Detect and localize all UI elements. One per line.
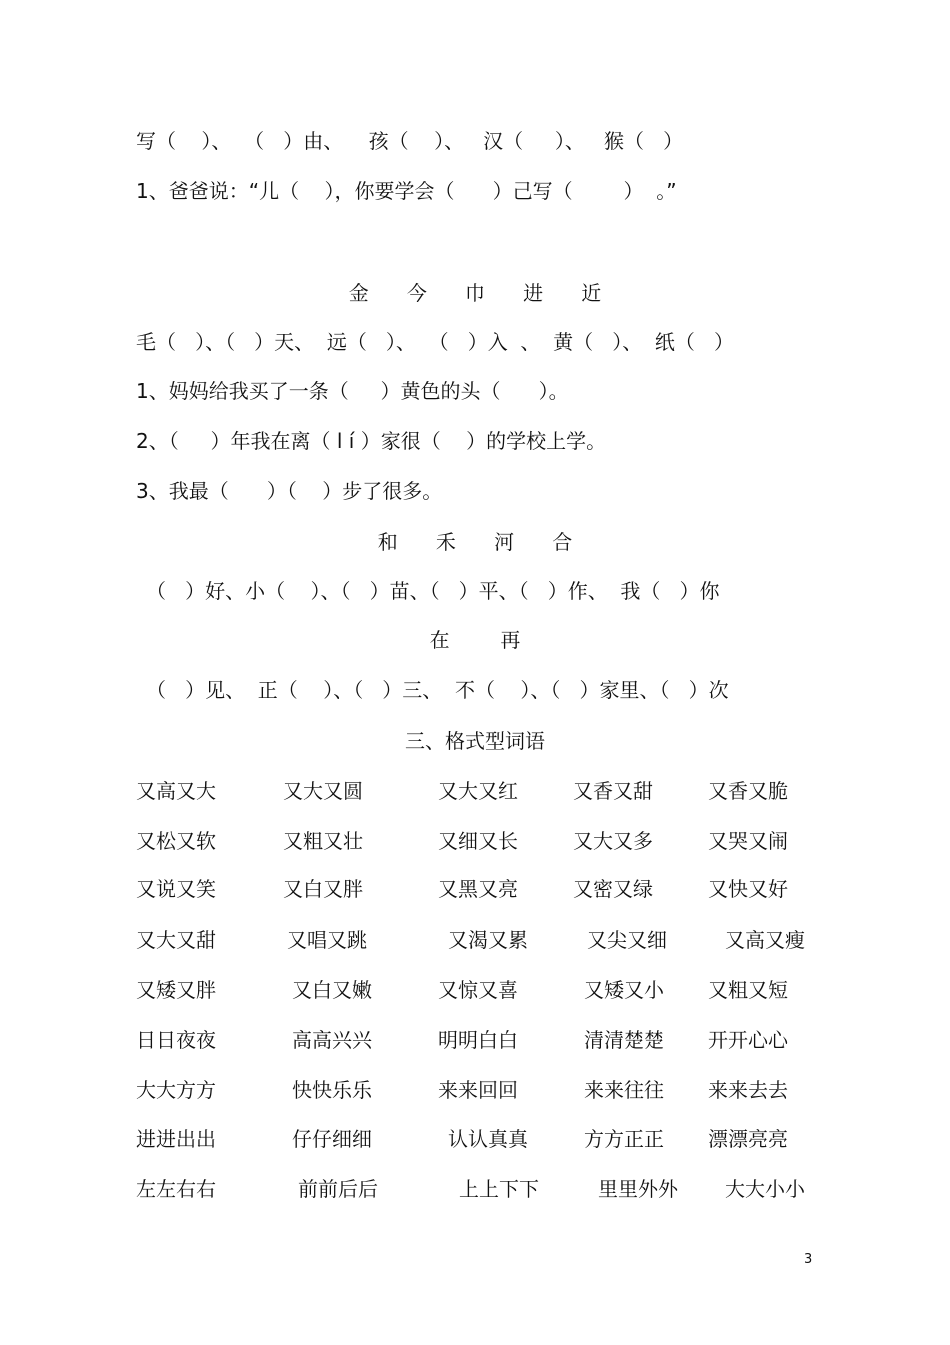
word-item: 前前后后	[298, 1177, 378, 1201]
word-item: 仔仔细细	[292, 1127, 372, 1151]
word-item: 又快又好	[708, 877, 788, 901]
word-item: 方方正正	[584, 1127, 664, 1151]
word-item: 又大又圆	[283, 779, 363, 803]
word-item: 进进出出	[136, 1127, 216, 1151]
exercise2-char-set: 金 今 巾 进 近	[348, 281, 602, 305]
word-item: 快快乐乐	[292, 1078, 372, 1102]
page-number: 3	[804, 1252, 813, 1267]
word-item: 里里外外	[598, 1177, 678, 1201]
word-item: 来来往往	[584, 1078, 664, 1102]
exercise3-char-set: 和 禾 河 合	[377, 530, 573, 554]
word-item: 又说又笑	[136, 877, 216, 901]
exercise2-sentence-2: 2、（ ）年我在离（ l í ）家很（ ）的学校上学。	[136, 429, 607, 453]
exercise4-fill-line: （ ）见、 正（ ）、（ ）三、 不（ ）、（ ）家里、（ ）次	[146, 678, 729, 702]
word-item: 又尖又细	[587, 928, 667, 952]
word-item: 又矮又小	[584, 978, 664, 1002]
exercise2-fill-line: 毛（ ）、（ ）天、 远（ ）、 （ ）入 、 黄（ ）、 纸（ ）	[136, 330, 735, 354]
word-item: 上上下下	[459, 1177, 539, 1201]
word-item: 又白又嫩	[292, 978, 372, 1002]
exercise1-fill-line: 写（ ）、 （ ）由、 孩（ ）、 汉（ ）、 猴（ ）	[136, 129, 684, 153]
word-item: 来来去去	[708, 1078, 788, 1102]
word-item: 又粗又短	[708, 978, 788, 1002]
word-item: 又渴又累	[448, 928, 528, 952]
exercise2-sentence-3: 3、我最（ ）（ ）步了很多。	[136, 479, 443, 503]
word-item: 又白又胖	[283, 877, 363, 901]
word-item: 左左右右	[136, 1177, 216, 1201]
word-item: 又香又甜	[573, 779, 653, 803]
word-item: 又高又大	[136, 779, 216, 803]
word-item: 又黑又亮	[438, 877, 518, 901]
word-item: 又高又瘦	[725, 928, 805, 952]
word-item: 又唱又跳	[287, 928, 367, 952]
word-item: 明明白白	[438, 1028, 518, 1052]
word-item: 又香又脆	[708, 779, 788, 803]
exercise1-sentence-1: 1、爸爸说：“儿（ ），你要学会（ ）己写（ ） 。”	[136, 179, 677, 203]
word-item: 漂漂亮亮	[708, 1127, 788, 1151]
word-item: 又松又软	[136, 829, 216, 853]
word-item: 又矮又胖	[136, 978, 216, 1002]
word-item: 又哭又闹	[708, 829, 788, 853]
word-item: 又粗又壮	[283, 829, 363, 853]
exercise3-fill-line: （ ）好、小（ ）、（ ）苗、（ ）平、（ ）作、 我（ ）你	[146, 579, 720, 603]
word-item: 大大方方	[136, 1078, 216, 1102]
word-item: 开开心心	[708, 1028, 788, 1052]
word-item: 日日夜夜	[136, 1028, 216, 1052]
word-item: 又细又长	[438, 829, 518, 853]
word-item: 认认真真	[448, 1127, 528, 1151]
word-item: 清清楚楚	[584, 1028, 664, 1052]
word-item: 又密又绿	[573, 877, 653, 901]
word-item: 又大又多	[573, 829, 653, 853]
word-item: 大大小小	[725, 1177, 805, 1201]
exercise4-char-set: 在 再	[429, 628, 521, 652]
word-item: 来来回回	[438, 1078, 518, 1102]
word-item: 高高兴兴	[292, 1028, 372, 1052]
word-item: 又惊又喜	[438, 978, 518, 1002]
word-item: 又大又红	[438, 779, 518, 803]
section-title: 三、格式型词语	[405, 729, 545, 753]
word-item: 又大又甜	[136, 928, 216, 952]
exercise2-sentence-1: 1、妈妈给我买了一条（ ）黄色的头（ ）。	[136, 379, 569, 403]
